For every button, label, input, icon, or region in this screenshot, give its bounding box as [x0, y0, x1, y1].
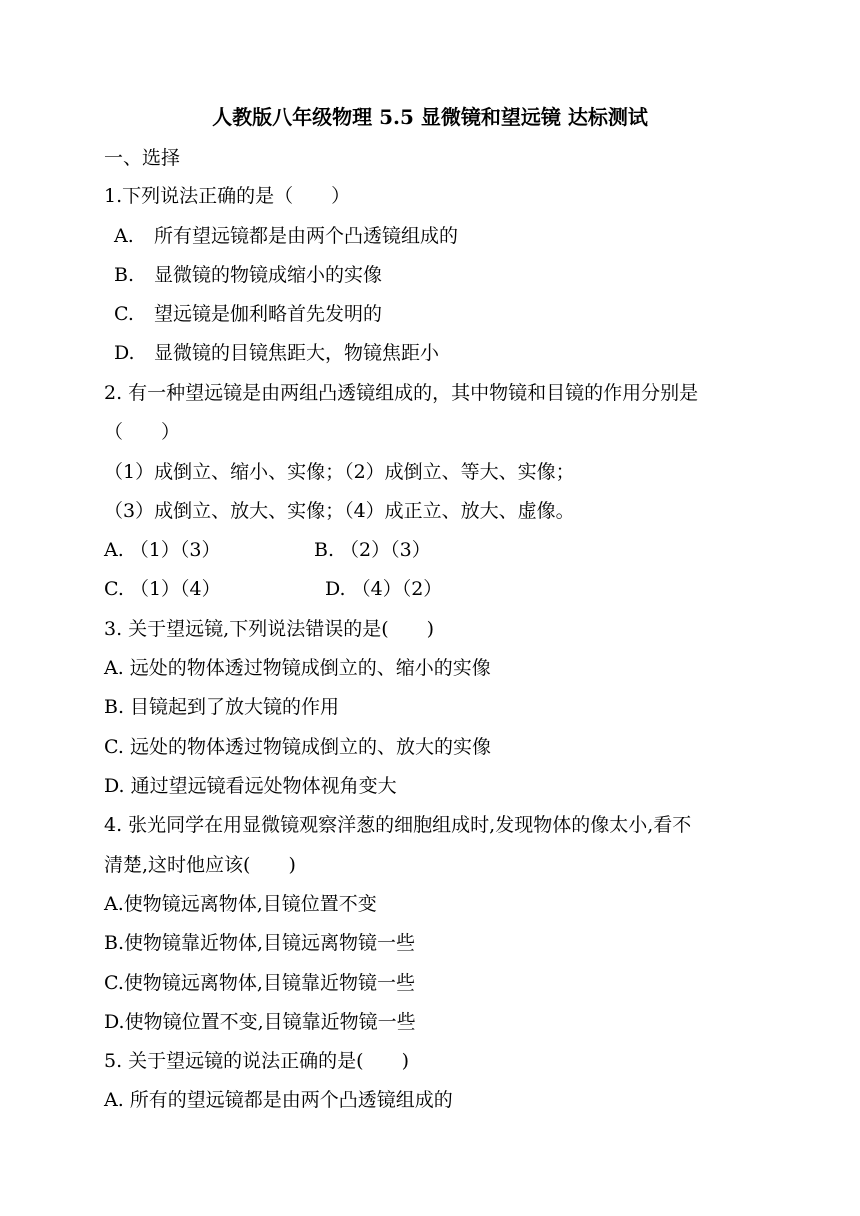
question-4-option-c: C.使物镜远离物体,目镜靠近物镜一些 — [104, 972, 415, 994]
question-3-option-b: B. 目镜起到了放大镜的作用 — [104, 696, 340, 718]
option-letter: C. — [114, 303, 134, 325]
question-4-stem-continued: 清楚,这时他应该( ) — [104, 854, 296, 876]
question-4-option-a: A.使物镜远离物体,目镜位置不变 — [104, 893, 377, 915]
question-5-stem: 5. 关于望远镜的说法正确的是( ) — [104, 1050, 409, 1072]
question-2-description-line: （3）成倒立、放大、实像；（4）成正立、放大、虚像。 — [104, 500, 575, 522]
page-title: 人教版八年级物理 5.5 显微镜和望远镜 达标测试 — [212, 105, 648, 129]
question-2-description-line: （1）成倒立、缩小、实像；（2）成倒立、等大、实像； — [104, 461, 575, 483]
question-3-option-a: A. 远处的物体透过物镜成倒立的、缩小的实像 — [104, 657, 491, 679]
question-3-option-d: D. 通过望远镜看远处物体视角变大 — [104, 775, 397, 797]
question-1-option-d — [114, 340, 439, 366]
option-letter: A. — [114, 225, 134, 247]
question-2-option-b: B. （2）（3） — [314, 539, 431, 561]
question-2-option-d: D. （4）（2） — [325, 578, 443, 600]
question-5-option-a: A. 所有的望远镜都是由两个凸透镜组成的 — [104, 1089, 453, 1111]
question-4-stem: 4. 张光同学在用显微镜观察洋葱的细胞组成时,发现物体的像太小,看不 — [104, 814, 692, 836]
option-text: 显微镜的物镜成缩小的实像 — [154, 264, 383, 286]
option-letter: D. — [114, 342, 135, 364]
question-1-option-c — [114, 301, 382, 327]
question-1-option-b — [114, 262, 382, 288]
option-text: 望远镜是伽利略首先发明的 — [154, 303, 383, 325]
question-2-option-c: C. （1）（4） — [104, 578, 221, 600]
option-text: 显微镜的目镜焦距大，物镜焦距小 — [154, 342, 440, 364]
question-1-option-a — [114, 223, 458, 249]
section-heading: 一、选择 — [104, 147, 181, 169]
question-3-stem: 3. 关于望远镜,下列说法错误的是( ) — [104, 618, 435, 640]
question-2-option-a: A. （1）（3） — [104, 539, 221, 561]
question-1-stem: 1.下列说法正确的是（ ） — [104, 185, 351, 207]
option-text: 所有望远镜都是由两个凸透镜组成的 — [154, 225, 459, 247]
option-letter: B. — [114, 264, 135, 286]
question-3-option-c: C. 远处的物体透过物镜成倒立的、放大的实像 — [104, 736, 491, 758]
question-2-stem-continued: （ ） — [104, 421, 181, 443]
question-4-option-d: D.使物镜位置不变,目镜靠近物镜一些 — [104, 1011, 416, 1033]
question-4-option-b: B.使物镜靠近物体,目镜远离物镜一些 — [104, 932, 416, 954]
question-2-stem: 2. 有一种望远镜是由两组凸透镜组成的，其中物镜和目镜的作用分别是 — [104, 382, 699, 404]
